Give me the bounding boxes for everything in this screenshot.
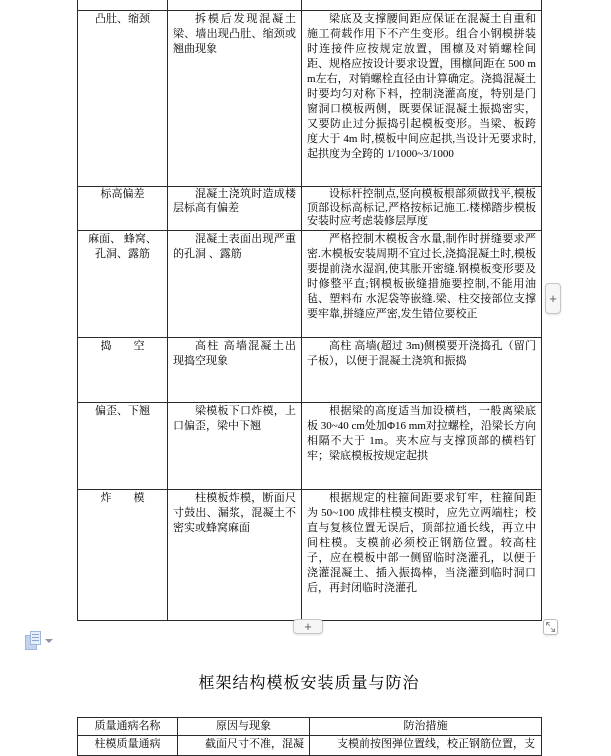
table-resize-handle[interactable] [543,619,558,635]
insert-column-button[interactable] [545,283,561,314]
table-row-partial [78,0,542,11]
empty-cell[interactable] [302,0,542,11]
table-row [78,11,542,187]
plus-icon: + [549,291,557,306]
measure-cell[interactable] [302,489,542,620]
measure-cell[interactable] [302,230,542,337]
measure-text: 支模前按图弹位置线，校正钢筋位置，支 [337,738,535,750]
measure-cell[interactable] [302,402,542,489]
framework-quality-table [77,717,542,756]
defect-name: 凸肚、缩颈 [95,13,150,25]
table-row [78,489,542,620]
defect-name-cell[interactable] [78,736,178,756]
cause-text: 截面尺寸不准，混凝 [205,738,304,750]
table-header-row [78,718,542,736]
defects-table [77,0,542,621]
defect-name: 标高偏差 [100,188,145,200]
defect-name-cell[interactable] [78,402,168,489]
defect-name: 炸 模 [100,491,145,504]
measure-text: 高柱 高墙(超过 3m)侧模要开浇捣孔（留门子板），以便于混凝土浇筑和振捣 [307,339,536,367]
measure-cell[interactable] [302,11,542,187]
defect-name: 麻面、 蜂窝、 孔洞、露筋 [88,232,157,260]
cause-cell[interactable] [178,736,310,756]
header-measure[interactable] [310,718,542,736]
measure-cell[interactable] [302,187,542,231]
defect-name-cell[interactable] [78,230,168,337]
defect-name-cell[interactable] [78,489,168,620]
paste-options-icon [24,631,42,652]
cause-cell[interactable] [168,489,302,620]
plus-icon: + [304,619,312,634]
cause-cell[interactable] [168,402,302,489]
cause-text: 柱模板炸模，断面尺寸鼓出、漏浆，混凝土不密实或蜂窝麻面 [173,491,296,534]
defect-name-cell[interactable] [78,187,168,231]
insert-row-button[interactable] [293,619,323,634]
table-row [78,402,542,489]
cause-text: 混凝土浇筑时造成楼层标高有偏差 [173,188,296,214]
cause-cell[interactable] [168,11,302,187]
cause-text: 混凝土表面出现严重的孔洞 、露筋 [173,232,296,260]
measure-text: 设标杆控制点,竖向模板根部须做找平,模板顶部设标高标记,严格按标记施工.楼梯踏步模板安装时应考虑装修层厚度 [307,188,536,227]
measure-cell[interactable] [302,337,542,402]
measure-text: 梁底及支撑腰间距应保证在混凝土自重和施工荷载作用下不产生变形。组合小钢模拼装时连接件应按规定放置，围檩及对销螺栓间距、规格应按设计要求设置，围檩间距在 500 mm左右，对销螺栓直径由计算确定。浇捣混凝土时要均匀对称下料，控制浇灌高度，特别是门窗洞口模板两侧，既要保证混凝土振捣密实，又要防止过分振捣引起模板变形。当梁、板跨度大于 4m 时,模板中间应起拱,当设计无要求时,起拱度为全跨的 1/1000~3/1000 [307,13,536,160]
resize-arrows-icon [544,620,557,634]
cause-text: 拆模后发现混凝土梁、墙出现凸肚、缩颈或翘曲现象 [173,13,296,55]
cause-text: 梁模板下口炸模，上口偏歪，梁中下翘 [173,404,296,432]
table-row [78,736,542,756]
section-title[interactable]: 框架结构模板安装质量与防治 [198,675,420,692]
measure-text: 根据规定的柱箍间距要求钉牢，柱箍间距为 50~100 成排柱模支模时，应先立两端柱；校直与复核位置无误后，顶部拉通长线，再立中间柱模。支模前必须校正钢筋位置。较高柱子，应在模板中部一侧留临时浇灌孔，以便于浇灌混凝土、插入振捣棒，当浇灌到临时洞口后，再封闭临时浇灌孔 [307,491,536,594]
header-label: 原因与现象 [216,720,271,732]
defect-name: 偏歪、下翘 [95,404,150,417]
measure-text: 严格控制木模板含水量,制作时拼缝要求严密.木模板安装周期不宜过长,浇捣混凝土时,模板要提前浇水湿润,使其胀开密缝.钢模板变形要及时修整平直;钢模板嵌缝措施要控制,不能用油毡、塑料布 水泥袋等嵌缝.梁、柱交接部位支撑要牢靠,拼缝应严密,发生错位要校正 [307,232,536,320]
defect-name-cell[interactable] [78,11,168,187]
defect-name: 捣 空 [100,339,145,352]
defect-name: 柱模质量通病 [94,738,161,750]
table-row [78,337,542,402]
cause-cell[interactable] [168,337,302,402]
paste-options-button[interactable] [24,631,56,653]
header-cause[interactable] [178,718,310,736]
cause-cell[interactable] [168,187,302,231]
table-row [78,230,542,337]
chevron-down-icon [45,639,53,643]
measure-text: 根据梁的高度适当加设横档，一般离梁底板 30~40 cm处加Φ16 mm对拉螺栓，沿梁长方向相隔不大于 1m。夹木应与支撑顶部的横档钉牢；梁底模板按规定起拱 [307,404,536,462]
empty-cell[interactable] [168,0,302,11]
header-defect-name[interactable] [78,718,178,736]
header-label: 质量通病名称 [94,720,161,732]
cause-cell[interactable] [168,230,302,337]
table-row [78,187,542,231]
cause-text: 高柱 高墙混凝土出现捣空现象 [173,339,296,367]
empty-cell[interactable] [78,0,168,11]
header-label: 防治措施 [403,720,448,732]
defect-name-cell[interactable] [78,337,168,402]
measure-cell[interactable] [310,736,542,756]
